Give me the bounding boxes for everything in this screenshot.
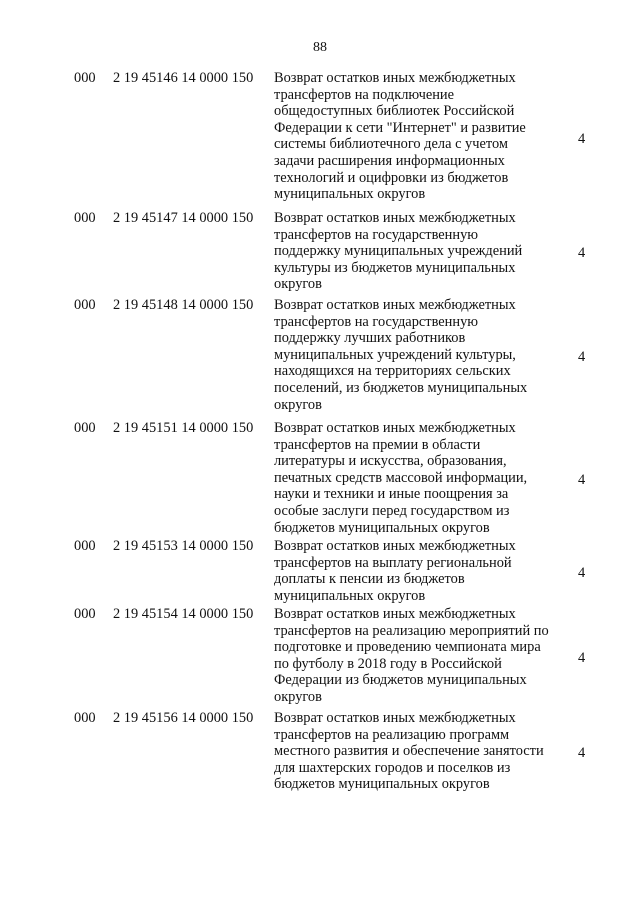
- description-line: округов: [274, 396, 322, 413]
- description-line: науки и техники и иные поощрения за: [274, 486, 509, 503]
- description-line: для шахтерских городов и поселков из: [274, 759, 511, 776]
- amount-value: 4: [578, 745, 586, 761]
- amount-value: 4: [578, 131, 586, 147]
- description-line: литературы и искусства, образования,: [274, 453, 507, 470]
- admin-code: 000: [74, 538, 96, 554]
- description-line: задачи расширения информационных: [274, 152, 505, 169]
- description-line: Возврат остатков иных межбюджетных: [274, 710, 516, 726]
- description-line: общедоступных библиотек Российской: [274, 103, 515, 120]
- admin-code: 000: [74, 70, 96, 86]
- description-line: муниципальных округов: [274, 186, 426, 203]
- description-line: трансфертов на государственную: [274, 226, 479, 243]
- description-line: системы библиотечного дела с учетом: [274, 136, 508, 153]
- description-line: трансфертов на реализацию программ: [274, 726, 510, 743]
- description: [274, 210, 560, 293]
- description-line: округов: [274, 276, 322, 293]
- description-line: трансфертов на подключение: [274, 86, 454, 103]
- description: [274, 538, 560, 604]
- description-line: Федерации к сети "Интернет" и развитие: [274, 119, 526, 136]
- amount-value: 4: [578, 245, 586, 261]
- description-line: трансфертов на реализацию мероприятий по: [274, 622, 549, 639]
- budget-code: 2 19 45153 14 0000 150: [113, 538, 254, 554]
- description-line: Возврат остатков иных межбюджетных: [274, 70, 516, 86]
- description-line: муниципальных учреждений культуры,: [274, 346, 516, 363]
- description: [274, 70, 560, 203]
- description: [274, 297, 560, 413]
- description: [274, 420, 560, 536]
- admin-code: 000: [74, 710, 96, 726]
- amount-value: 4: [578, 565, 586, 581]
- admin-code: 000: [74, 606, 96, 622]
- description-line: Возврат остатков иных межбюджетных: [274, 210, 516, 226]
- description-line: технологий и оцифровки из бюджетов: [274, 169, 509, 186]
- admin-code: 000: [74, 420, 96, 436]
- admin-code: 000: [74, 210, 96, 226]
- page-number: 88: [313, 40, 327, 55]
- description-line: поддержку муниципальных учреждений: [274, 243, 523, 260]
- description-line: подготовке и проведению чемпионата мира: [274, 639, 541, 656]
- description-line: муниципальных округов: [274, 587, 426, 604]
- description-line: трансфертов на выплату региональной: [274, 554, 512, 571]
- description-line: Федерации из бюджетов муниципальных: [274, 672, 527, 689]
- amount-value: 4: [578, 349, 586, 365]
- description-line: трансфертов на государственную: [274, 313, 479, 330]
- description-line: местного развития и обеспечение занятости: [274, 743, 544, 760]
- budget-code: 2 19 45156 14 0000 150: [113, 710, 254, 726]
- description-line: поселений, из бюджетов муниципальных: [274, 379, 528, 396]
- description-line: находящихся на территориях сельских: [274, 363, 511, 380]
- description: [274, 710, 560, 793]
- budget-code: 2 19 45147 14 0000 150: [113, 210, 254, 226]
- admin-code: 000: [74, 297, 96, 313]
- description-line: бюджетов муниципальных округов: [274, 519, 490, 536]
- budget-code: 2 19 45146 14 0000 150: [113, 70, 254, 86]
- description-line: Возврат остатков иных межбюджетных: [274, 606, 516, 622]
- description-line: по футболу в 2018 году в Российской: [274, 655, 502, 672]
- budget-code: 2 19 45148 14 0000 150: [113, 297, 254, 313]
- description-line: поддержку лучших работников: [274, 330, 466, 347]
- description-line: культуры из бюджетов муниципальных: [274, 259, 516, 276]
- budget-code: 2 19 45151 14 0000 150: [113, 420, 254, 436]
- description-line: печатных средств массовой информации,: [274, 469, 528, 486]
- amount-value: 4: [578, 472, 586, 488]
- description-line: бюджетов муниципальных округов: [274, 776, 490, 793]
- description-line: доплаты к пенсии из бюджетов: [274, 571, 465, 588]
- description-line: трансфертов на премии в области: [274, 436, 481, 453]
- description-line: особые заслуги перед государством из: [274, 502, 510, 519]
- description-line: округов: [274, 688, 322, 705]
- amount-value: 4: [578, 650, 586, 666]
- description-line: Возврат остатков иных межбюджетных: [274, 538, 516, 554]
- description-line: Возврат остатков иных межбюджетных: [274, 420, 516, 436]
- budget-code: 2 19 45154 14 0000 150: [113, 606, 254, 622]
- description-line: Возврат остатков иных межбюджетных: [274, 297, 516, 313]
- description: [274, 606, 560, 706]
